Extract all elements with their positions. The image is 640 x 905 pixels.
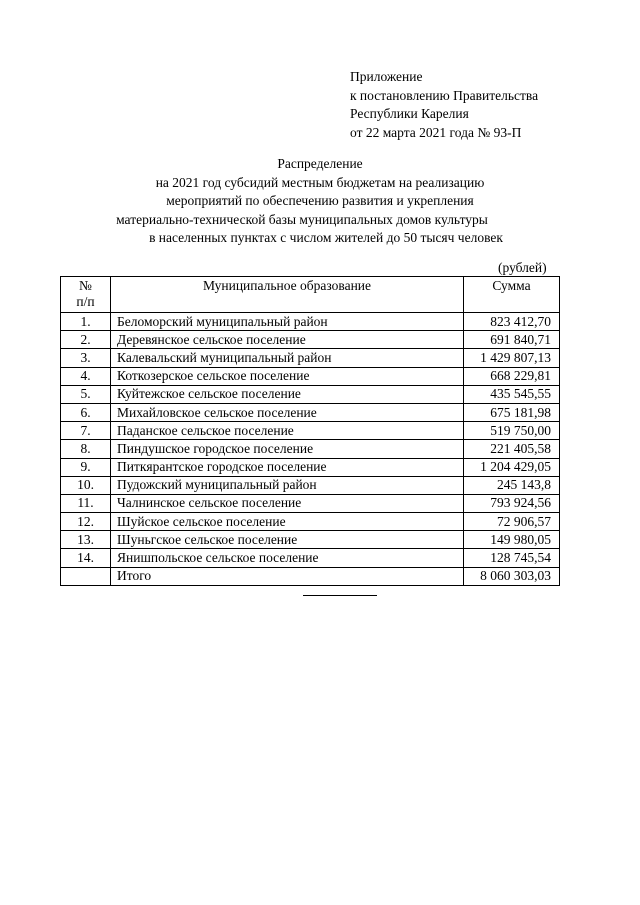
row-municipality: Шуйское сельское поселение xyxy=(111,513,464,531)
annex-line: Республики Карелия xyxy=(350,106,469,121)
table-row xyxy=(61,531,560,549)
title-line: на 2021 год субсидий местным бюджетам на реализацию xyxy=(155,174,485,190)
table-row xyxy=(61,349,560,367)
row-sum: 1 429 807,13 xyxy=(464,349,560,367)
row-sum: 245 143,8 xyxy=(464,476,560,494)
row-sum: 668 229,81 xyxy=(464,367,560,385)
row-municipality: Питкярантское городское поселение xyxy=(111,458,464,476)
title-line: мероприятий по обеспечению развития и укрепления xyxy=(166,193,474,209)
distribution-table xyxy=(60,276,560,586)
row-municipality: Беломорский муниципальный район xyxy=(111,313,464,331)
row-number: 7. xyxy=(61,422,111,440)
title-line: в населенных пунктах с числом жителей до 50 тысяч человек xyxy=(149,230,503,246)
table-row xyxy=(61,476,560,494)
row-municipality: Коткозерское сельское поселение xyxy=(111,367,464,385)
row-number: 8. xyxy=(61,440,111,458)
table-row xyxy=(61,549,560,567)
header-number-symbol: № xyxy=(79,278,92,293)
document-title xyxy=(60,155,580,248)
table-row xyxy=(61,422,560,440)
row-municipality: Михайловское сельское поселение xyxy=(111,403,464,421)
row-number: 5. xyxy=(61,385,111,403)
row-number: 2. xyxy=(61,331,111,349)
row-sum: 1 204 429,05 xyxy=(464,458,560,476)
row-number: 3. xyxy=(61,349,111,367)
header-municipality: Муниципальное образование xyxy=(111,277,464,313)
table-row xyxy=(61,494,560,512)
row-sum: 675 181,98 xyxy=(464,403,560,421)
row-sum: 823 412,70 xyxy=(464,313,560,331)
table-row xyxy=(61,367,560,385)
row-sum: 72 906,57 xyxy=(464,513,560,531)
annex-line: Приложение xyxy=(350,69,423,84)
row-sum: 128 745,54 xyxy=(464,549,560,567)
row-municipality: Паданское сельское поселение xyxy=(111,422,464,440)
row-number: 13. xyxy=(61,531,111,549)
row-number: 14. xyxy=(61,549,111,567)
row-municipality: Куйтежское сельское поселение xyxy=(111,385,464,403)
row-municipality: Шуньгское сельское поселение xyxy=(111,531,464,549)
row-number: 10. xyxy=(61,476,111,494)
total-sum: 8 060 303,03 xyxy=(464,567,560,585)
header-sum: Сумма xyxy=(464,277,560,313)
row-sum: 691 840,71 xyxy=(464,331,560,349)
row-municipality: Чалнинское сельское поселение xyxy=(111,494,464,512)
row-number: 4. xyxy=(61,367,111,385)
row-number: 6. xyxy=(61,403,111,421)
total-number xyxy=(61,567,111,585)
table-row xyxy=(61,458,560,476)
title-line: Распределение xyxy=(277,156,363,171)
row-municipality: Пиндушское городское поселение xyxy=(111,440,464,458)
table-row xyxy=(61,385,560,403)
table-row xyxy=(61,313,560,331)
end-divider xyxy=(303,595,377,596)
annex-header xyxy=(350,68,538,142)
total-row xyxy=(61,567,560,585)
row-municipality: Деревянское сельское поселение xyxy=(111,331,464,349)
row-number: 11. xyxy=(61,494,111,512)
row-number: 9. xyxy=(61,458,111,476)
row-number: 12. xyxy=(61,513,111,531)
table-row xyxy=(61,403,560,421)
header-number-abbrev: п/п xyxy=(76,294,95,309)
row-municipality: Янишпольское сельское поселение xyxy=(111,549,464,567)
row-sum: 149 980,05 xyxy=(464,531,560,549)
annex-date-line: от 22 марта 2021 года № 93-П xyxy=(350,124,522,140)
annex-line: к постановлению Правительства xyxy=(350,87,539,103)
row-municipality: Калевальский муниципальный район xyxy=(111,349,464,367)
row-number: 1. xyxy=(61,313,111,331)
table-body xyxy=(61,313,560,586)
table-row xyxy=(61,440,560,458)
row-sum: 435 545,55 xyxy=(464,385,560,403)
title-line: материально-технической базы муниципальных домов культуры xyxy=(116,211,488,227)
table-row xyxy=(61,513,560,531)
table-header-row xyxy=(61,277,560,313)
row-sum: 221 405,58 xyxy=(464,440,560,458)
total-label: Итого xyxy=(111,567,464,585)
row-municipality: Пудожский муниципальный район xyxy=(111,476,464,494)
row-sum: 793 924,56 xyxy=(464,494,560,512)
currency-units: (рублей) xyxy=(498,260,547,275)
row-sum: 519 750,00 xyxy=(464,422,560,440)
table-row xyxy=(61,331,560,349)
header-number xyxy=(61,277,111,313)
